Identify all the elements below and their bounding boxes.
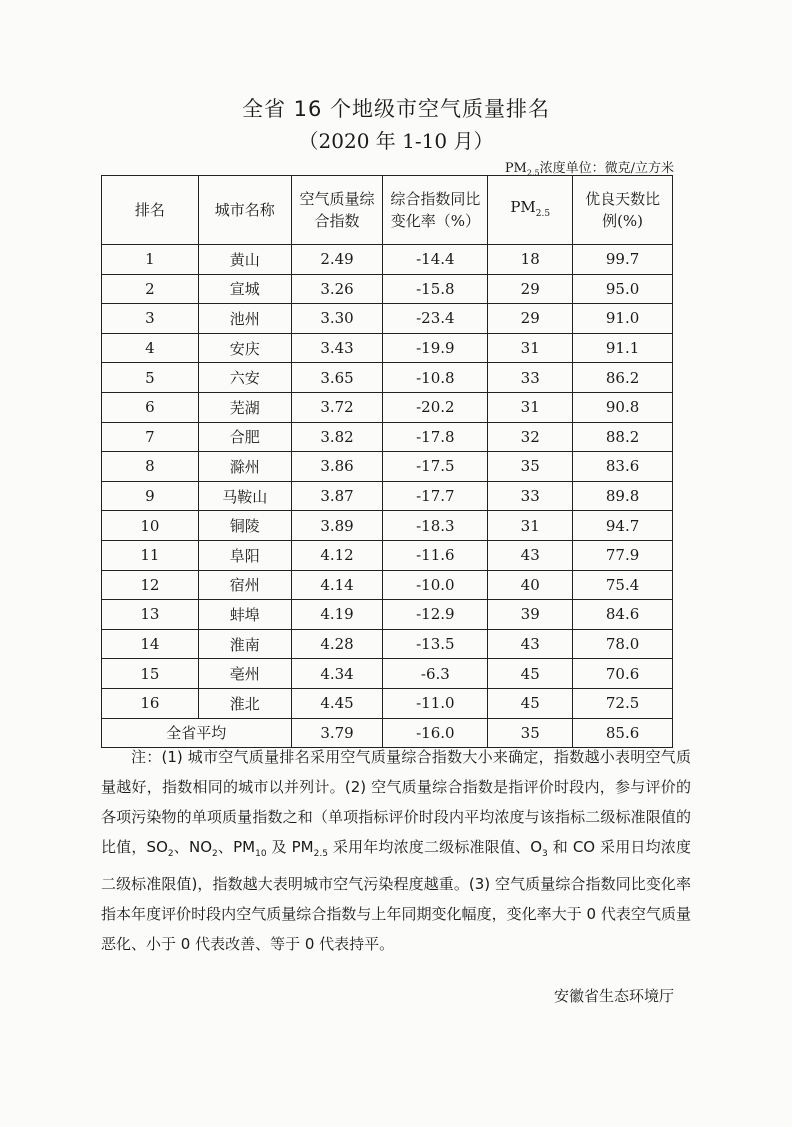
cell-rank: 15 (102, 659, 199, 689)
cell-index: 3.87 (291, 481, 383, 511)
table-row (102, 452, 673, 482)
cell-pm25: 43 (488, 629, 573, 659)
table-row (102, 363, 673, 393)
cell-rank: 1 (102, 245, 199, 275)
cell-good: 94.7 (573, 511, 673, 541)
cell-rank: 8 (102, 452, 199, 482)
cell-rank: 11 (102, 540, 199, 570)
table-row (102, 333, 673, 363)
cell-city: 安庆 (198, 333, 291, 363)
cell-city: 淮北 (198, 688, 291, 718)
header-good-days (573, 176, 673, 245)
note-part3: 和 CO 采用日均浓度二级标准限值)，指数越大表明城市空气污染程度越重。(3) 空气质量综合指数同比变化率指本年度评价时段内空气质量综合指数与上年同期变化幅度，变化率大于 0 代表空气质量恶化、小于 0 代表改善、等于 0 代表持平。 (101, 838, 691, 953)
average-pm25: 35 (488, 718, 573, 748)
cell-rank: 2 (102, 274, 199, 304)
cell-pm25: 33 (488, 363, 573, 393)
header-pm-prefix: PM (510, 197, 536, 216)
cell-rank: 9 (102, 481, 199, 511)
note-o3-sub: 3 (542, 849, 548, 859)
cell-good: 78.0 (573, 629, 673, 659)
header-good-line2: 例(%) (602, 212, 644, 230)
cell-pm25: 45 (488, 659, 573, 689)
cell-pm25: 31 (488, 511, 573, 541)
cell-index: 4.14 (291, 570, 383, 600)
cell-city: 阜阳 (198, 540, 291, 570)
cell-change: -18.3 (383, 511, 488, 541)
cell-index: 3.65 (291, 363, 383, 393)
cell-change: -20.2 (383, 392, 488, 422)
note-sep2: 、 (217, 838, 234, 856)
average-change: -16.0 (383, 718, 488, 748)
cell-rank: 6 (102, 392, 199, 422)
header-change (383, 176, 488, 245)
note-sep1: 、 (173, 838, 189, 856)
cell-good: 83.6 (573, 452, 673, 482)
cell-rank: 10 (102, 511, 199, 541)
cell-rank: 4 (102, 333, 199, 363)
cell-good: 89.8 (573, 481, 673, 511)
cell-index: 4.34 (291, 659, 383, 689)
header-row (102, 176, 673, 245)
cell-rank: 5 (102, 363, 199, 393)
footnote (101, 742, 691, 959)
cell-good: 91.0 (573, 304, 673, 334)
cell-index: 4.12 (291, 540, 383, 570)
table-row (102, 629, 673, 659)
cell-index: 3.72 (291, 392, 383, 422)
cell-change: -10.0 (383, 570, 488, 600)
note-part2: 采用年均浓度二级标准限值、 (327, 838, 531, 856)
cell-index: 4.28 (291, 629, 383, 659)
cell-index: 3.89 (291, 511, 383, 541)
cell-good: 88.2 (573, 422, 673, 452)
cell-pm25: 40 (488, 570, 573, 600)
signature: 安徽省生态环境厅 (553, 987, 674, 1005)
unit-suffix: 浓度单位：微克/立方米 (539, 161, 674, 176)
cell-good: 95.0 (573, 274, 673, 304)
cell-change: -15.8 (383, 274, 488, 304)
cell-change: -17.7 (383, 481, 488, 511)
table-row (102, 659, 673, 689)
cell-good: 86.2 (573, 363, 673, 393)
cell-index: 3.30 (291, 304, 383, 334)
cell-pm25: 18 (488, 245, 573, 275)
cell-city: 黄山 (198, 245, 291, 275)
note-no2-sub: 2 (212, 849, 218, 859)
cell-city: 合肥 (198, 422, 291, 452)
note-pm10: PM (233, 838, 256, 856)
header-good-line1: 优良天数比 (585, 190, 661, 208)
cell-pm25: 29 (488, 304, 573, 334)
table-row (102, 600, 673, 630)
note-pm25-sub: 2.5 (313, 849, 328, 859)
cell-pm25: 33 (488, 481, 573, 511)
table-row (102, 392, 673, 422)
note-part1: 注：(1) 城市空气质量排名采用空气质量综合指数大小来确定，指数越小表明空气质量越好，指数相同的城市以并列计。(2) 空气质量综合指数是指评价时段内，参与评价的各项污染物的单项质量指数之和（单项指标评价时段内平均浓度与该指标二级标准限值的比值， (101, 748, 691, 856)
cell-pm25: 45 (488, 688, 573, 718)
cell-city: 亳州 (198, 659, 291, 689)
cell-good: 99.7 (573, 245, 673, 275)
cell-change: -11.6 (383, 540, 488, 570)
cell-rank: 12 (102, 570, 199, 600)
note-o3: O (530, 838, 543, 856)
header-pm25 (488, 176, 573, 245)
table-row (102, 274, 673, 304)
cell-good: 77.9 (573, 540, 673, 570)
cell-city: 滁州 (198, 452, 291, 482)
average-label: 全省平均 (102, 718, 292, 748)
cell-rank: 13 (102, 600, 199, 630)
cell-index: 3.82 (291, 422, 383, 452)
cell-city: 宣城 (198, 274, 291, 304)
cell-pm25: 35 (488, 452, 573, 482)
note-so2-sub: 2 (167, 849, 174, 859)
cell-good: 84.6 (573, 600, 673, 630)
cell-city: 淮南 (198, 629, 291, 659)
header-change-line2: 变化率（%） (390, 212, 480, 230)
cell-change: -17.8 (383, 422, 488, 452)
cell-city: 铜陵 (198, 511, 291, 541)
page-title: 全省 16 个地级市空气质量排名 (241, 97, 551, 121)
cell-pm25: 39 (488, 600, 573, 630)
cell-pm25: 31 (488, 392, 573, 422)
note-no2: NO (188, 838, 212, 856)
cell-rank: 3 (102, 304, 199, 334)
note-so2: SO (146, 838, 168, 856)
cell-pm25: 32 (488, 422, 573, 452)
table-row (102, 511, 673, 541)
cell-change: -10.8 (383, 363, 488, 393)
header-rank: 排名 (102, 176, 199, 245)
cell-index: 4.45 (291, 688, 383, 718)
table-row (102, 481, 673, 511)
unit-sub: 2.5 (526, 168, 540, 178)
table-row (102, 570, 673, 600)
header-index-line1: 空气质量综 (299, 190, 375, 208)
cell-good: 72.5 (573, 688, 673, 718)
average-index: 3.79 (291, 718, 383, 748)
cell-change: -19.9 (383, 333, 488, 363)
header-city: 城市名称 (198, 176, 291, 245)
cell-change: -17.5 (383, 452, 488, 482)
cell-index: 3.43 (291, 333, 383, 363)
ranking-table (101, 175, 673, 748)
cell-change: -14.4 (383, 245, 488, 275)
cell-change: -6.3 (383, 659, 488, 689)
cell-rank: 16 (102, 688, 199, 718)
cell-good: 90.8 (573, 392, 673, 422)
cell-change: -11.0 (383, 688, 488, 718)
cell-index: 4.19 (291, 600, 383, 630)
note-pm10-sub: 10 (255, 849, 267, 859)
header-index (291, 176, 383, 245)
table-row (102, 245, 673, 275)
cell-change: -13.5 (383, 629, 488, 659)
cell-city: 宿州 (198, 570, 291, 600)
cell-city: 六安 (198, 363, 291, 393)
note-and: 及 (266, 838, 292, 856)
table-row (102, 540, 673, 570)
cell-city: 芜湖 (198, 392, 291, 422)
table-row (102, 304, 673, 334)
cell-rank: 7 (102, 422, 199, 452)
cell-index: 3.26 (291, 274, 383, 304)
table-row (102, 422, 673, 452)
cell-city: 马鞍山 (198, 481, 291, 511)
unit-prefix: PM (504, 161, 527, 176)
page-subtitle: （2020 年 1-10 月） (298, 129, 494, 153)
cell-index: 3.86 (291, 452, 383, 482)
cell-pm25: 29 (488, 274, 573, 304)
header-pm-sub: 2.5 (535, 208, 551, 219)
cell-pm25: 43 (488, 540, 573, 570)
cell-change: -23.4 (383, 304, 488, 334)
cell-good: 75.4 (573, 570, 673, 600)
header-change-line1: 综合指数同比 (390, 190, 481, 208)
cell-change: -12.9 (383, 600, 488, 630)
cell-city: 池州 (198, 304, 291, 334)
cell-good: 70.6 (573, 659, 673, 689)
cell-rank: 14 (102, 629, 199, 659)
note-pm25: PM (291, 838, 314, 856)
cell-pm25: 31 (488, 333, 573, 363)
header-index-line2: 合指数 (314, 212, 360, 230)
table-row (102, 688, 673, 718)
average-good: 85.6 (573, 718, 673, 748)
cell-good: 91.1 (573, 333, 673, 363)
cell-city: 蚌埠 (198, 600, 291, 630)
cell-index: 2.49 (291, 245, 383, 275)
